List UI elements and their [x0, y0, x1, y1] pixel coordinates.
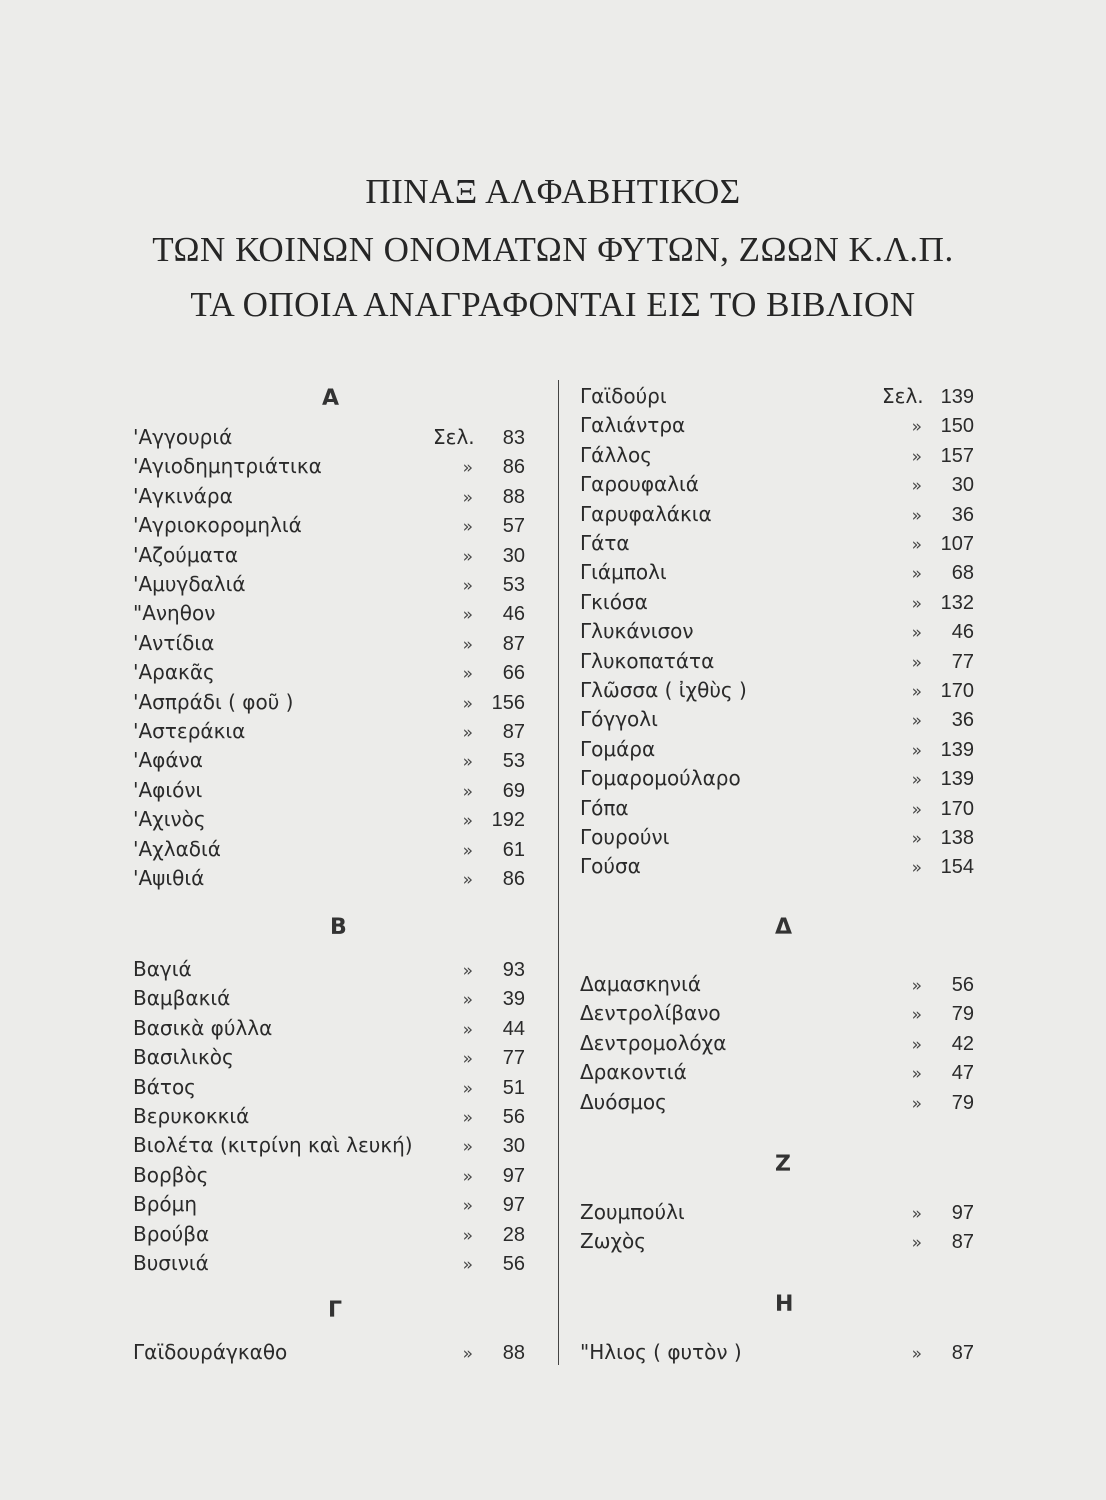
- index-entry: [133, 717, 545, 745]
- entry-page-mark: »: [911, 1034, 922, 1055]
- entry-page-mark: »: [911, 740, 922, 761]
- entry-name: Γομάρα: [580, 736, 656, 761]
- index-entry: [580, 735, 988, 763]
- entry-name: 'Αφάνα: [133, 748, 203, 773]
- entry-page-mark: »: [462, 576, 473, 596]
- entry-page-number: 53: [502, 574, 525, 596]
- index-entry: [580, 647, 988, 675]
- entry-page-number: 30: [951, 474, 974, 497]
- entry-name: Γόπα: [580, 795, 629, 820]
- entry-name: Γαλιάντρα: [580, 413, 686, 438]
- entry-page-mark: »: [911, 682, 922, 702]
- entry-page-mark: »: [462, 1108, 473, 1128]
- entry-name: "Ηλιος ( φυτὸν ): [580, 1340, 742, 1364]
- column-divider: [558, 380, 559, 1365]
- entry-page-mark: »: [462, 1255, 473, 1275]
- entry-page-number: 87: [951, 1231, 974, 1254]
- entry-name: 'Αφιόνι: [133, 777, 203, 802]
- entry-page-number: 170: [940, 680, 974, 702]
- entry-page-number: 156: [491, 691, 525, 714]
- entry-page-mark: »: [462, 990, 473, 1011]
- entry-page-number: 51: [502, 1076, 525, 1099]
- entry-page-number: 42: [951, 1032, 974, 1055]
- index-entry: [133, 511, 545, 539]
- entry-page-number: 88: [502, 485, 525, 508]
- entry-name: "Ανηθον: [133, 601, 216, 626]
- index-entry: [133, 541, 545, 569]
- entry-page-mark: »: [462, 1196, 473, 1217]
- index-entry: [580, 617, 988, 645]
- entry-name: Ζουμπούλι: [580, 1200, 685, 1224]
- entry-page-number: 86: [502, 456, 525, 479]
- index-entry: [133, 1131, 545, 1159]
- entry-name: Γαϊδουράγκαθο: [133, 1340, 288, 1364]
- entry-name: Βασιλικὸς: [133, 1045, 234, 1070]
- index-entry: [580, 1338, 988, 1366]
- entry-page-mark: »: [462, 664, 473, 685]
- index-entry: [133, 570, 545, 598]
- index-entry: [133, 482, 545, 510]
- index-entry: [133, 599, 545, 627]
- entry-page-mark: »: [911, 476, 922, 497]
- entry-page-mark: »: [911, 1005, 922, 1026]
- entry-page-number: 86: [502, 868, 525, 890]
- entry-page-number: 30: [502, 1135, 525, 1158]
- entry-page-number: 83: [502, 427, 525, 449]
- entry-page-number: 79: [951, 1003, 974, 1026]
- entry-page-mark: »: [911, 417, 922, 438]
- entry-name: Βιολέτα (κιτρίνη καὶ λευκή): [133, 1133, 413, 1158]
- index-entry: [133, 955, 545, 983]
- entry-name: Δρακοντιά: [580, 1060, 687, 1085]
- entry-page-number: 36: [951, 709, 974, 732]
- entry-page-number: 47: [951, 1062, 974, 1085]
- entry-name: Δεντρομολόχα: [580, 1030, 727, 1055]
- entry-page-mark: »: [911, 1233, 922, 1254]
- index-entry: [580, 970, 988, 998]
- entry-page-number: 36: [951, 503, 974, 526]
- index-entry: [580, 558, 988, 586]
- entry-page-number: 53: [502, 750, 525, 773]
- entry-name: Γουρούνι: [580, 825, 670, 849]
- index-entry: [133, 1102, 545, 1130]
- entry-page-number: 77: [951, 650, 974, 673]
- entry-page-number: 46: [951, 621, 974, 644]
- index-entry: [580, 823, 988, 851]
- entry-page-mark: »: [911, 858, 922, 879]
- entry-page-mark: »: [911, 829, 922, 849]
- entry-name: 'Αζούματα: [133, 542, 238, 567]
- entry-name: Βασικὰ φύλλα: [133, 1015, 273, 1040]
- index-entry: [580, 382, 988, 410]
- index-entry: [580, 999, 988, 1027]
- section-letter: Β: [330, 915, 347, 940]
- entry-page-number: 39: [502, 988, 525, 1011]
- entry-name: Γλυκάνισον: [580, 619, 694, 644]
- entry-name: 'Αψιθιά: [133, 866, 205, 890]
- entry-name: 'Αμυγδαλιά: [133, 572, 246, 596]
- index-entry: [133, 1190, 545, 1218]
- index-entry: [580, 1198, 988, 1226]
- entry-name: 'Αγριοκορομηλιά: [133, 513, 302, 538]
- entry-page-mark: »: [911, 652, 922, 673]
- index-entry: [580, 411, 988, 439]
- entry-name: Βρόμη: [133, 1192, 198, 1217]
- entry-name: Γάτα: [580, 531, 630, 555]
- entry-page-number: 28: [502, 1223, 525, 1246]
- entry-name: Βορβὸς: [133, 1162, 209, 1187]
- index-entry: [580, 529, 988, 557]
- entry-page-number: 88: [502, 1342, 525, 1364]
- index-entry: [580, 764, 988, 792]
- entry-page-number: 68: [951, 562, 974, 585]
- entry-page-mark: »: [462, 752, 473, 773]
- section-letter: Γ: [328, 1298, 343, 1323]
- entry-page-number: 139: [940, 738, 974, 761]
- entry-name: 'Αγγουριά: [133, 425, 233, 449]
- entry-page-mark: »: [462, 1137, 473, 1158]
- index-entry: [133, 629, 545, 657]
- entry-page-mark: »: [911, 446, 922, 467]
- entry-page-mark: »: [911, 564, 922, 585]
- entry-page-number: 93: [502, 959, 525, 981]
- entry-page-number: 77: [502, 1047, 525, 1070]
- index-entry: [580, 500, 988, 528]
- index-entry: [580, 1088, 988, 1116]
- entry-page-number: 87: [502, 632, 525, 655]
- index-entry: [133, 984, 545, 1012]
- entry-page-mark: »: [462, 1078, 473, 1099]
- entry-page-mark: »: [462, 546, 473, 567]
- entry-page-mark: »: [462, 487, 473, 508]
- entry-name: Δαμασκηνιά: [580, 972, 702, 996]
- index-entry: [133, 835, 545, 863]
- entry-page-mark: »: [462, 634, 473, 655]
- entry-page-number: 87: [502, 721, 525, 743]
- index-entry: [133, 688, 545, 716]
- entry-name: Γαϊδούρι: [580, 384, 667, 408]
- entry-page-mark: »: [462, 1166, 473, 1187]
- entry-page-number: 66: [502, 662, 525, 685]
- entry-page-number: 56: [502, 1106, 525, 1128]
- index-entry: [133, 1073, 545, 1101]
- entry-page-number: 30: [502, 544, 525, 567]
- entry-page-mark: »: [911, 593, 922, 614]
- index-subtitle-2: ΤΑ ΟΠΟΙΑ ΑΝΑΓΡΑΦΟΝΤΑΙ ΕΙΣ ΤΟ ΒΙΒΛΙΟΝ: [190, 285, 916, 324]
- entry-page-mark: »: [462, 811, 473, 832]
- entry-page-mark: »: [462, 1225, 473, 1246]
- index-entry: [580, 676, 988, 704]
- index-entry: [580, 852, 988, 880]
- entry-page-number: 57: [502, 515, 525, 538]
- entry-page-mark: »: [462, 693, 473, 714]
- entry-name: Γαρυφαλάκια: [580, 501, 712, 526]
- entry-name: Δυόσμος: [580, 1089, 667, 1114]
- entry-name: 'Αστεράκια: [133, 719, 246, 743]
- entry-page-number: 87: [951, 1342, 974, 1364]
- entry-name: 'Αγκινάρα: [133, 483, 233, 508]
- index-entry: [580, 794, 988, 822]
- entry-name: Γάλλος: [580, 442, 652, 467]
- entry-page-number: 97: [951, 1202, 974, 1224]
- entry-name: 'Αγιοδημητριάτικα: [133, 454, 322, 479]
- entry-page-mark: »: [462, 840, 473, 861]
- entry-page-number: 56: [951, 974, 974, 996]
- index-entry: [133, 452, 545, 480]
- entry-name: Γλυκοπατάτα: [580, 648, 715, 673]
- entry-page-mark: »: [462, 1344, 473, 1364]
- entry-page-number: 150: [940, 415, 974, 438]
- entry-page-mark: »: [911, 770, 922, 791]
- entry-page-number: 170: [940, 797, 974, 820]
- entry-page-mark: »: [462, 781, 473, 802]
- entry-page-number: 79: [951, 1091, 974, 1114]
- entry-name: Γόγγολι: [580, 707, 658, 732]
- index-entry: [133, 1161, 545, 1189]
- entry-page-mark: »: [462, 517, 473, 538]
- entry-page-number: 139: [940, 386, 974, 408]
- entry-page-mark: »: [911, 711, 922, 732]
- index-entry: [580, 588, 988, 616]
- entry-page-mark: Σελ.: [433, 425, 475, 449]
- entry-page-mark: »: [911, 1344, 922, 1364]
- index-subtitle: ΤΩΝ ΚΟΙΝΩΝ ΟΝΟΜΑΤΩΝ ΦΥΤΩΝ, ΖΩΩΝ Κ.Λ.Π.: [152, 230, 954, 269]
- entry-page-mark: »: [462, 961, 473, 981]
- entry-name: Ζωχὸς: [580, 1229, 646, 1254]
- entry-page-mark: »: [462, 1049, 473, 1070]
- entry-page-number: 56: [502, 1253, 525, 1275]
- entry-page-mark: »: [911, 1204, 922, 1224]
- index-entry: [580, 705, 988, 733]
- index-entry: [133, 805, 545, 833]
- entry-page-mark: »: [462, 870, 473, 890]
- index-entry: [133, 1249, 545, 1277]
- section-letter: Δ: [775, 915, 793, 940]
- entry-page-number: 138: [940, 827, 974, 849]
- index-entry: [133, 746, 545, 774]
- entry-page-mark: »: [462, 1019, 473, 1040]
- entry-name: Βάτος: [133, 1074, 196, 1099]
- entry-page-mark: »: [462, 605, 473, 626]
- entry-name: Γαρουφαλιά: [580, 472, 699, 497]
- entry-name: 'Ασπράδι ( φοῦ ): [133, 689, 294, 714]
- index-entry: [580, 1029, 988, 1057]
- entry-page-mark: »: [911, 535, 922, 555]
- entry-page-mark: »: [462, 458, 473, 479]
- index-entry: [580, 441, 988, 469]
- entry-page-mark: »: [911, 1064, 922, 1085]
- entry-name: Γομαρομούλαρο: [580, 766, 741, 791]
- entry-page-number: 107: [940, 533, 974, 555]
- entry-page-mark: »: [911, 1093, 922, 1114]
- index-entry: [133, 776, 545, 804]
- entry-name: 'Αχλαδιά: [133, 836, 221, 861]
- entry-page-mark: »: [911, 799, 922, 820]
- entry-name: Γκιόσα: [580, 589, 648, 614]
- index-entry: [133, 1220, 545, 1248]
- index-entry: [580, 470, 988, 498]
- entry-page-number: 97: [502, 1164, 525, 1187]
- section-letter: Α: [322, 386, 340, 411]
- entry-name: 'Αρακᾶς: [133, 660, 215, 685]
- index-entry: [580, 1227, 988, 1255]
- entry-name: Δεντρολίβανο: [580, 1001, 721, 1026]
- entry-name: Βρούβα: [133, 1221, 210, 1246]
- entry-name: Βυσινιά: [133, 1251, 209, 1275]
- entry-page-number: 139: [940, 768, 974, 791]
- entry-page-mark: »: [911, 623, 922, 644]
- index-title: ΠΙΝΑΞ ΑΛΦΑΒΗΤΙΚΟΣ: [365, 172, 741, 211]
- entry-page-number: 97: [502, 1194, 525, 1217]
- entry-name: 'Αχινὸς: [133, 807, 206, 832]
- entry-page-number: 44: [502, 1017, 525, 1040]
- entry-page-number: 61: [502, 838, 525, 861]
- entry-page-number: 69: [502, 779, 525, 802]
- entry-page-number: 46: [502, 603, 525, 626]
- entry-name: Γούσα: [580, 854, 641, 879]
- entry-name: Βαμβακιά: [133, 986, 231, 1011]
- entry-name: 'Αντίδια: [133, 630, 215, 655]
- entry-page-mark: »: [911, 505, 922, 526]
- entry-page-number: 154: [940, 856, 974, 879]
- index-entry: [133, 658, 545, 686]
- index-entry: [133, 1043, 545, 1071]
- entry-page-mark: »: [911, 976, 922, 996]
- entry-page-mark: Σελ.: [882, 384, 924, 408]
- index-entry: [133, 1338, 545, 1366]
- entry-page-number: 192: [491, 809, 525, 832]
- entry-name: Γλῶσσα ( ἰχθὺς ): [580, 678, 747, 702]
- entry-name: Γιάμπολι: [580, 560, 667, 585]
- index-entry: [580, 1058, 988, 1086]
- section-letter: Ζ: [775, 1152, 791, 1177]
- entry-page-number: 157: [940, 444, 974, 467]
- index-entry: [133, 423, 545, 451]
- entry-name: Βερυκοκκιά: [133, 1104, 250, 1128]
- entry-page-number: 132: [940, 591, 974, 614]
- entry-page-mark: »: [462, 723, 473, 743]
- section-letter: Η: [775, 1292, 794, 1317]
- index-entry: [133, 1014, 545, 1042]
- index-entry: [133, 864, 545, 892]
- entry-name: Βαγιά: [133, 957, 192, 981]
